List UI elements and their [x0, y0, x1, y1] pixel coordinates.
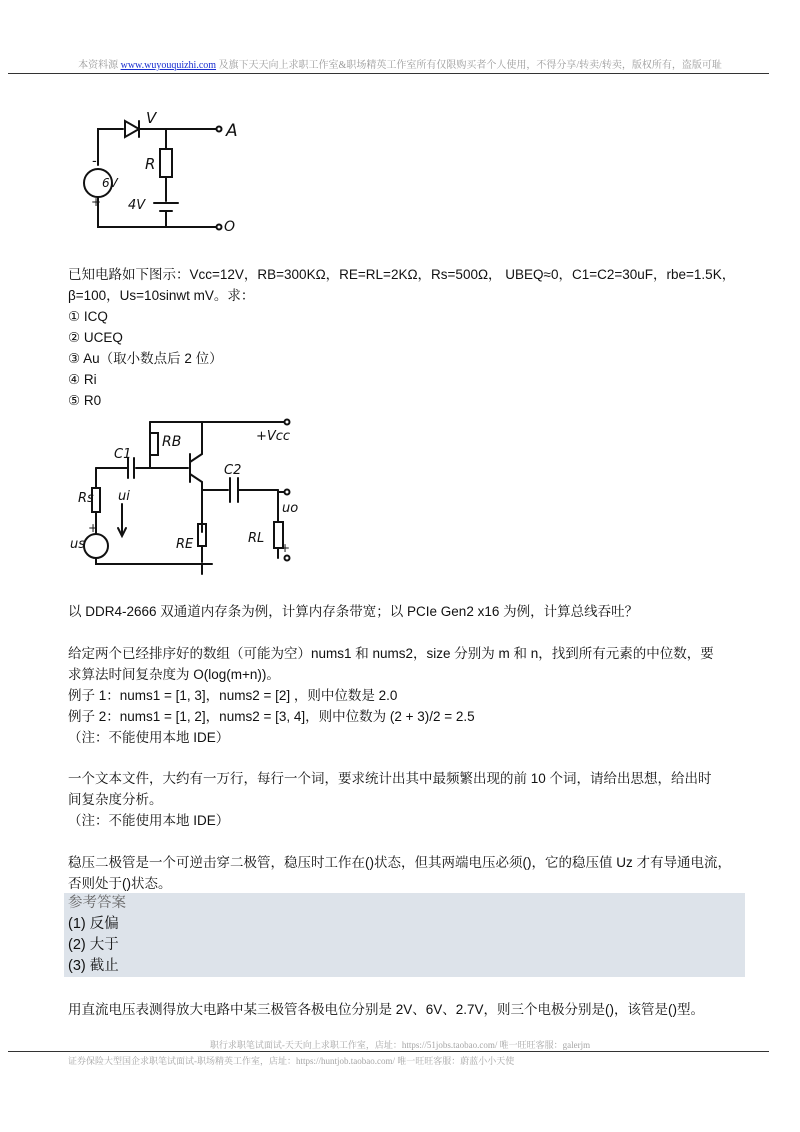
us-plus: +: [88, 521, 99, 535]
q5: [68, 852, 748, 894]
c2-label: C2: [224, 463, 242, 478]
rs-label: Rs: [78, 491, 94, 506]
q3-line2: 求算法时间复杂度为 O(log(m+n))。: [68, 667, 280, 682]
uo-label: uo: [282, 501, 299, 516]
circuit-diagram-2: [70, 412, 310, 580]
answer-item: (1) 反偏: [68, 916, 119, 932]
footer-line-1: 职行求职笔试面试-天天向上求职工作室，店址：https://51jobs.taobao.com/ 唯一旺旺客服：galerjm: [209, 1040, 591, 1050]
rl-label: RL: [248, 531, 265, 546]
terminal-o-label: O: [224, 219, 236, 235]
q5-line1: 稳压二极管是一个可逆击穿二极管，稳压时工作在()状态，但其两端电压必须()，它的稳压值 Uz 才有导通电流，: [68, 855, 731, 870]
header-suffix: 及旗下天天向上求职工作室&职场精英工作室所有仅限购买者个人使用，不得分享/转卖/转卖，版权所有，盗版可耻: [216, 60, 722, 71]
q1-intro: [68, 264, 748, 306]
answer-item: (3) 截止: [68, 958, 119, 974]
footer-rule: [8, 1051, 769, 1052]
q1-intro-line2: β=100，Us=10sinwt mV。求：: [68, 288, 255, 303]
reference-answer-box: [64, 893, 745, 977]
re-label: RE: [176, 537, 194, 552]
q1-intro-line1: 已知电路如下图示：Vcc=12V，RB=300KΩ，RE=RL=2KΩ，Rs=500Ω， UBEQ≈0，C1=C2=30uF，rbe=1.5K，: [68, 267, 736, 282]
answer-item: (2) 大于: [68, 937, 119, 953]
resistor-label: R: [145, 155, 156, 173]
q1-item: ④ Ri: [68, 372, 97, 387]
q5-line2: 否则处于()状态。: [68, 876, 172, 891]
q1-item: ① ICQ: [68, 309, 108, 324]
q3-line1: 给定两个已经排序好的数组（可能为空）nums1 和 nums2，size 分别为 m 和 n，找到所有元素的中位数，要: [68, 646, 714, 661]
header-rule: [8, 73, 769, 74]
q3-note: （注：不能使用本地 IDE）: [68, 730, 230, 745]
circuit-diagram-1: [76, 105, 256, 235]
q3-example-1: 例子 1：nums1 = [1, 3]，nums2 = [2] ，则中位数是 2.0: [68, 688, 398, 703]
q1-items: [68, 306, 223, 411]
q4-note: （注：不能使用本地 IDE）: [68, 813, 230, 828]
q6-text: 用直流电压表测得放大电路中某三极管各极电位分别是 2V、6V、2.7V，则三个电极分别是()，该管是()型。: [68, 1002, 705, 1017]
q2-text: 以 DDR4-2666 双通道内存条为例，计算内存条带宽；以 PCIe Gen2 x16 为例，计算总线吞吐？: [68, 604, 639, 619]
source-plus: +: [91, 195, 102, 209]
q4-line1: 一个文本文件，大约有一万行，每行一个词，要求统计出其中最频繁出现的前 10 个词，请给出思想，给出时: [68, 771, 712, 786]
diode-label: V: [146, 109, 157, 127]
rb-label: RB: [162, 434, 182, 450]
header-link[interactable]: www.wuyouquizhi.com: [120, 60, 217, 71]
footer-line-2: 证券保险大型国企求职笔试面试-职场精英工作室，店址：https://huntjob.taobao.com/ 唯一旺旺客服：蔚蓝小小天使: [68, 1056, 515, 1066]
answer-heading: 参考答案: [68, 895, 126, 911]
battery-label: 4V: [128, 198, 146, 213]
us-label: us: [70, 537, 86, 552]
terminal-a-label: A: [226, 121, 238, 141]
source-label: 6V: [102, 176, 118, 190]
source-minus: -: [92, 154, 97, 169]
q4: [68, 768, 748, 831]
q1-item: ⑤ R0: [68, 393, 102, 408]
q3-example-2: 例子 2：nums1 = [1, 2]，nums2 = [3, 4]，则中位数为 (2 + 3)/2 = 2.5: [68, 709, 475, 724]
page-header: [0, 56, 800, 71]
q1-item: ② UCEQ: [68, 330, 123, 345]
header-prefix: 本资料源: [78, 60, 121, 71]
vcc-label: +Vcc: [256, 429, 291, 444]
c1-label: C1: [114, 447, 132, 462]
ui-label: ui: [118, 489, 130, 504]
q3: [68, 643, 748, 748]
q1-item: ③ Au（取小数点后 2 位）: [68, 351, 223, 366]
q4-line2: 间复杂度分析。: [68, 792, 163, 807]
uo-plus: +: [280, 541, 291, 555]
